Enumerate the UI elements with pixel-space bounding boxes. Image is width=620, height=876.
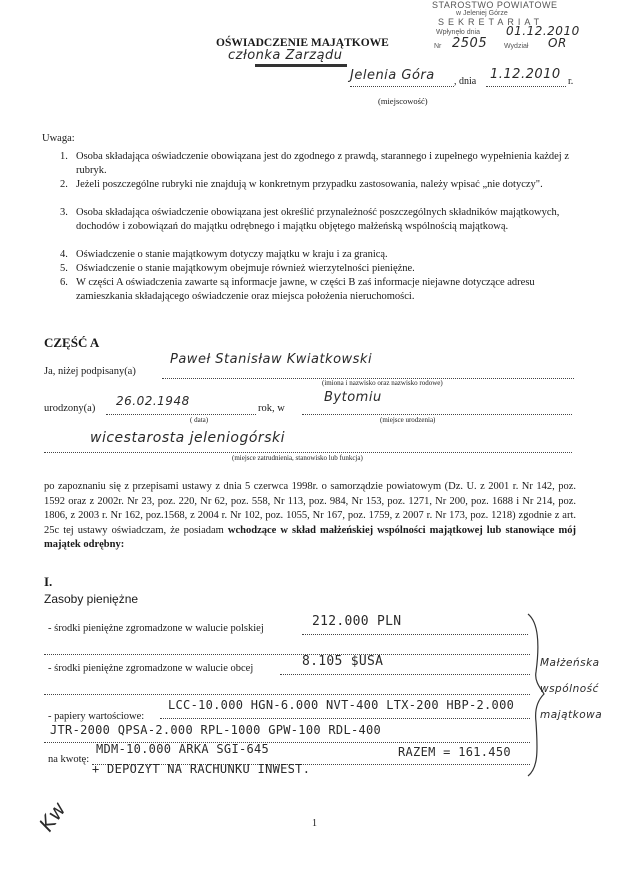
stamp-received-label: Wpłynęło dnia	[436, 29, 480, 36]
job-handwritten: wicestarosta jeleniogórski	[90, 430, 285, 446]
notes-heading: Uwaga:	[42, 133, 75, 144]
securities-total: RAZEM = 161.450	[398, 745, 511, 759]
note-item	[60, 248, 580, 262]
pln-value: 212.000 PLN	[312, 614, 402, 629]
note-item	[60, 206, 580, 248]
note-number: 3.	[60, 207, 68, 218]
birth-date-line	[106, 414, 256, 415]
deposit-note: + DEPOZYT NA RACHUNKU INWEST.	[92, 762, 311, 776]
section-1-title: Zasoby pieniężne	[44, 592, 139, 606]
stamp-received-value: 01.12.2010	[506, 24, 580, 38]
stamp-no-value: 2505	[452, 36, 488, 51]
date-suffix: r.	[568, 76, 574, 87]
stamp-dept: SEKRETARIAT	[438, 17, 544, 27]
place-line	[350, 86, 454, 87]
stamp-division-value: OR	[548, 36, 567, 50]
document-title: OŚWIADCZENIE MAJĄTKOWE	[216, 37, 389, 49]
date-caption: ( data)	[190, 416, 209, 424]
note-number: 4.	[60, 249, 68, 260]
stamp-city: w Jeleniej Górze	[456, 10, 508, 17]
role-handwritten: członka Zarządu	[228, 48, 343, 63]
securities-line-1: LCC-10.000 HGN-6.000 NVT-400 LTX-200 HBP-2.000	[168, 698, 515, 712]
note-text: W części A oświadczenia zawarte są informacje jawne, w części B zaś informacje niejawne dotyczące adresu zamieszkania składającego oświadczenie oraz miejsca położenia nieruchomości.	[76, 277, 535, 302]
stamp-no-label: Nr	[434, 43, 442, 50]
foreign-line	[280, 674, 530, 675]
birth-place-handwritten: Bytomiu	[324, 390, 382, 405]
amount-label: na kwotę:	[48, 754, 90, 765]
note-number: 6.	[60, 277, 68, 288]
note-item	[60, 150, 580, 178]
section-1-roman: I.	[44, 574, 53, 589]
page-number: 1	[312, 818, 317, 829]
stamp-division-label: Wydział	[504, 43, 529, 50]
signed-label: Ja, niżej podpisany(a)	[44, 366, 136, 377]
day-label: , dnia	[454, 76, 477, 87]
name-caption: (imiona i nazwisko oraz nazwisko rodowe)	[322, 379, 443, 387]
year-label: rok, w	[258, 403, 285, 414]
birth-date-handwritten: 26.02.1948	[116, 394, 190, 408]
note-text: Oświadczenie o stanie majątkowym dotyczy majątku w kraju i za granicą.	[76, 249, 388, 260]
place-handwritten: Jelenia Góra	[350, 68, 435, 83]
role-strikethrough	[255, 64, 347, 67]
pln-line	[302, 634, 528, 635]
job-line	[44, 452, 572, 453]
note-item	[60, 262, 580, 276]
note-number: 5.	[60, 263, 68, 274]
birth-place-caption: (miejsce urodzenia)	[380, 416, 436, 424]
securities-line-3: MDM-10.000 ARKA SGI-645	[96, 742, 270, 756]
note-item	[60, 178, 580, 206]
registry-stamp	[420, 0, 596, 60]
note-number: 1.	[60, 151, 68, 162]
securities-line-2: JTR-2000 QPSA-2.000 RPL-1000 GPW-100 RDL-400	[50, 723, 382, 737]
note-text: Oświadczenie o stanie majątkowym obejmuje również wierzytelności pieniężne.	[76, 263, 415, 274]
foreign-value: 8.105 $USA	[302, 654, 384, 669]
note-text: Osoba składająca oświadczenie obowiązana jest do zgodnego z prawdą, starannego i zupełnego wypełnienia każdej z rubryk.	[76, 151, 570, 176]
birth-place-line	[302, 414, 572, 415]
stamp-office: STAROSTWO POWIATOWE	[432, 0, 558, 10]
initials-signature: Kw	[34, 797, 72, 836]
job-caption: (miejsce zatrudnienia, stanowisko lub funkcja)	[232, 454, 363, 462]
pln-line-2	[44, 654, 530, 655]
legal-paragraph	[44, 480, 576, 553]
foreign-label: - środki pieniężne zgromadzone w walucie obcej	[48, 663, 254, 674]
legal-paragraph-bold: wchodzące w skład małżeńskiej wspólności majątkowej lub stanowiące mój majątek odrębny:	[44, 524, 577, 551]
securities-dots-1	[160, 718, 530, 719]
date-line	[486, 86, 566, 87]
born-label: urodzony(a)	[44, 403, 96, 414]
name-handwritten: Paweł Stanisław Kwiatkowski	[170, 352, 373, 367]
note-text: Jeżeli poszczególne rubryki nie znajdują w konkretnym przypadku zastosowania, należy wpisać „nie dotyczy".	[76, 179, 543, 190]
place-caption: (miejscowość)	[378, 96, 428, 106]
legal-paragraph-text: po zapoznaniu się z przepisami ustawy z dnia 5 czerwca 1998r. o samorządzie powiatowym (Dz. U. z 2001 r. Nr 142, poz. 1592 oraz z 2002r. Nr 23, poz. 220, Nr 62, poz. 558, Nr 113, poz. 984, Nr 153, poz. 1271, Nr 200, poz. 1688 i Nr 214, poz. 1806, z 2003 r. Nr 162, poz.1568, z 2004 r. Nr 102, poz. 1055, Nr 167, poz. 1759, z 2007 r. Nr 173, poz. 1218) zgodnie z art. 25c tej ustawy oświadczam, że posiadam	[44, 481, 576, 536]
notes-list	[60, 150, 580, 318]
note-text: Osoba składająca oświadczenie obowiązana jest określić przynależność poszczególnych składników majątkowych, dochodów i zobowiązań do majątku odrębnego i majątku objętego małżeńską wspólnością majątkową.	[76, 207, 560, 232]
note-item	[60, 276, 580, 318]
date-handwritten: 1.12.2010	[490, 67, 561, 82]
part-a-heading: CZĘŚĆ A	[44, 335, 100, 350]
margin-note: Małżeńska wspólność majątkowa	[540, 657, 603, 721]
note-number: 2.	[60, 179, 68, 190]
foreign-line-2	[44, 694, 530, 695]
pln-label: - środki pieniężne zgromadzone w walucie polskiej	[48, 623, 264, 634]
securities-label: - papiery wartościowe:	[48, 711, 145, 722]
